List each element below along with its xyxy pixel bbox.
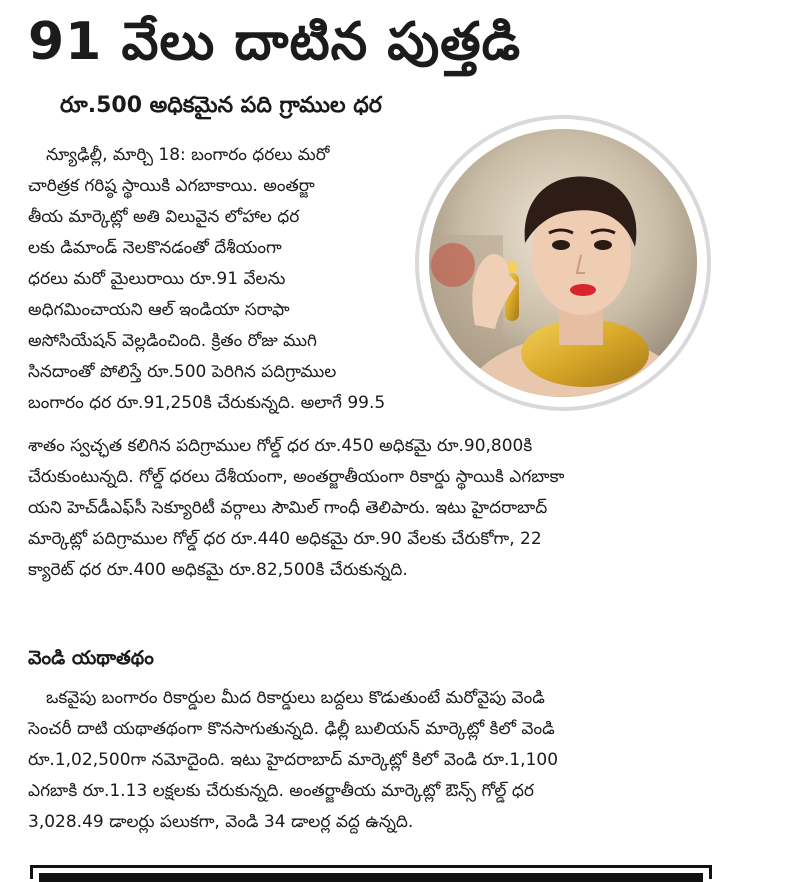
headline: 91 వేలు దాటిన పుత్తడి <box>28 12 522 72</box>
lips <box>570 284 596 296</box>
body-line: అసోసియేషన్ వెల్లడించింది. క్రితం రోజు ముగి <box>28 331 317 351</box>
section-line: 3,028.49 డాలర్లు పలుకగా, వెండి 34 డాలర్ల వద్ద ఉన్నది. <box>28 812 414 832</box>
bottom-box-fill <box>39 873 703 882</box>
body-line: తీయ మార్కెట్లో అతి విలువైన లోహాల ధర <box>28 207 300 227</box>
section-line: రూ.1,02,500గా నమోదైంది. ఇటు హైదరాబాద్ మార్కెట్లో కిలో వెండి రూ.1,100 <box>28 750 559 770</box>
section-line: సెంచరీ దాటి యథాతథంగా కొనసాగుతున్నది. ఢిల్లీ బులియన్ మార్కెట్లో కిలో వెండి <box>28 719 555 739</box>
body-line: ధరలు మరో మైలురాయి రూ.91 వేలను <box>28 269 286 289</box>
woman-jewellery-photo <box>413 115 713 411</box>
body-line: యని హెచ్‌డీఎఫ్‌సీ సెక్యూరిటీ వర్గాలు సౌమిల్ గాంధీ తెలిపారు. ఇటు హైదరాబాద్ <box>28 498 548 518</box>
bottom-box-border <box>30 865 712 879</box>
section-heading: వెండి యథాతథం <box>28 647 154 669</box>
body-line: మార్కెట్లో పదిగ్రాముల గోల్డ్ ధర రూ.440 అధికమై రూ.90 వేలకు చేరుకోగా, 22 <box>28 529 542 549</box>
body-line: బంగారం ధర రూ.91,250కి చేరుకున్నది. అలాగే 99.5 <box>28 393 386 413</box>
subheadline: రూ.500 అధికమైన పది గ్రాముల ధర <box>60 93 382 118</box>
section-line: ఒకవైపు బంగారం రికార్డుల మీద రికార్డులు బద్దలు కొడుతుంటే మరోవైపు వెండి <box>46 688 545 708</box>
body-line: న్యూఢిల్లీ, మార్చి 18: బంగారం ధరలు మరో <box>46 145 330 165</box>
section-line: ఎగబాకి రూ.1.13 లక్షలకు చేరుకున్నది. అంతర్జాతీయ మార్కెట్లో ఔన్స్ గోల్డ్ ధర <box>28 781 534 801</box>
body-line: చేరుకుంటున్నది. గోల్డ్ ధరలు దేశీయంగా, అంతర్జాతీయంగా రికార్డు స్థాయికి ఎగబాకా <box>28 467 565 487</box>
body-line: లకు డిమాండ్ నెలకొనడంతో దేశీయంగా <box>28 238 282 258</box>
body-line: సినదాంతో పోలిస్తే రూ.500 పెరిగిన పదిగ్రాముల <box>28 362 337 382</box>
body-line: అధిగమించాయని ఆల్ ఇండియా సరాఫా <box>28 300 290 320</box>
body-line: శాతం స్వచ్ఛత కలిగిన పదిగ్రాముల గోల్డ్ ధర రూ.450 అధికమై రూ.90,800కి <box>28 436 533 456</box>
body-line: క్యారెట్ ధర రూ.400 అధికమై రూ.82,500కి చేరుకున్నది. <box>28 560 408 580</box>
body-line: చారిత్రక గరిష్ఠ స్థాయికి ఎగబాకాయి. అంతర్జా <box>28 176 315 196</box>
